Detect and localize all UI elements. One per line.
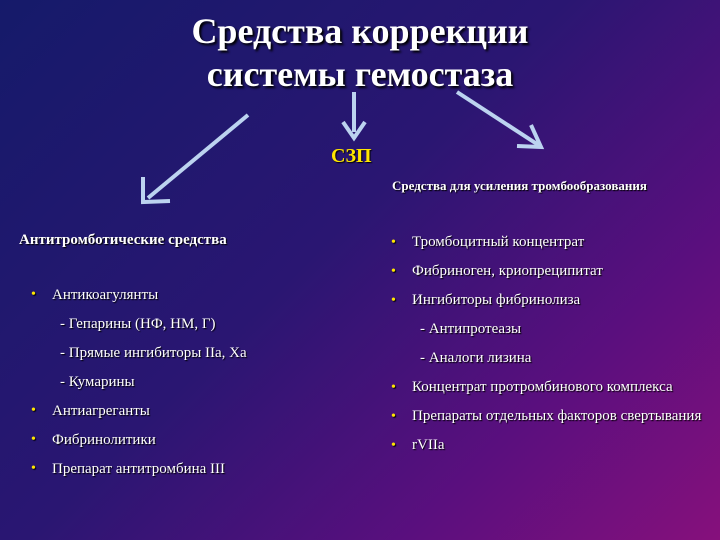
right-item-text: rVIIа — [412, 437, 445, 453]
left-heading: Антитромботические средства — [19, 232, 227, 248]
left-item-text: Препарат антитромбина III — [52, 461, 226, 477]
left-item-text: - Прямые ингибиторы IIа, Ха — [60, 345, 247, 361]
bullet-icon: • — [31, 287, 36, 302]
left-item — [28, 401, 358, 430]
arrow-right — [457, 92, 540, 146]
left-subitem — [28, 314, 358, 343]
bullet-icon: • — [31, 403, 36, 418]
bullet-icon: • — [391, 235, 396, 250]
bullet-icon: • — [31, 461, 36, 476]
left-item-text: - Кумарины — [60, 374, 135, 390]
left-item — [28, 285, 358, 314]
bullet-icon: • — [391, 409, 396, 424]
right-item — [388, 406, 708, 427]
right-item — [388, 232, 708, 253]
left-item-text: - Гепарины (НФ, НМ, Г) — [60, 316, 216, 332]
center-label-szp: СЗП — [331, 145, 372, 167]
arrow-left — [148, 115, 248, 198]
right-list — [388, 232, 708, 464]
right-item — [388, 261, 708, 282]
right-heading: Средства для усиления тромбообразования — [392, 178, 647, 193]
right-subitem — [388, 319, 708, 340]
right-item-text: - Антипротеазы — [420, 321, 522, 337]
right-subitem — [388, 348, 708, 369]
right-item — [388, 377, 708, 398]
bullet-icon: • — [31, 432, 36, 447]
right-item-text: Тромбоцитный концентрат — [412, 234, 585, 250]
left-subitem — [28, 372, 358, 401]
title-line-2: системы гемостаза — [206, 54, 514, 94]
left-subitem — [28, 343, 358, 372]
left-item-text: Антикоагулянты — [52, 287, 159, 303]
right-item-text: Препараты отдельных факторов свертывания — [412, 408, 702, 424]
right-item — [388, 435, 708, 456]
right-item-text: Фибриноген, криопреципитат — [412, 263, 603, 279]
left-item-text: Фибринолитики — [52, 432, 156, 448]
left-item-text: Антиагреганты — [52, 403, 150, 419]
bullet-icon: • — [391, 264, 396, 279]
right-item-text: Ингибиторы фибринолиза — [412, 292, 581, 308]
right-item — [388, 290, 708, 311]
bullet-icon: • — [391, 293, 396, 308]
right-item-text: Концентрат протромбинового комплекса — [412, 379, 673, 395]
arrow-right-head — [517, 125, 541, 147]
left-item — [28, 459, 358, 488]
right-item-text: - Аналоги лизина — [420, 350, 532, 366]
title-line-1: Средства коррекции — [191, 11, 529, 51]
bullet-icon: • — [391, 380, 396, 395]
left-list — [28, 285, 358, 488]
left-item — [28, 430, 358, 459]
bullet-icon: • — [391, 438, 396, 453]
